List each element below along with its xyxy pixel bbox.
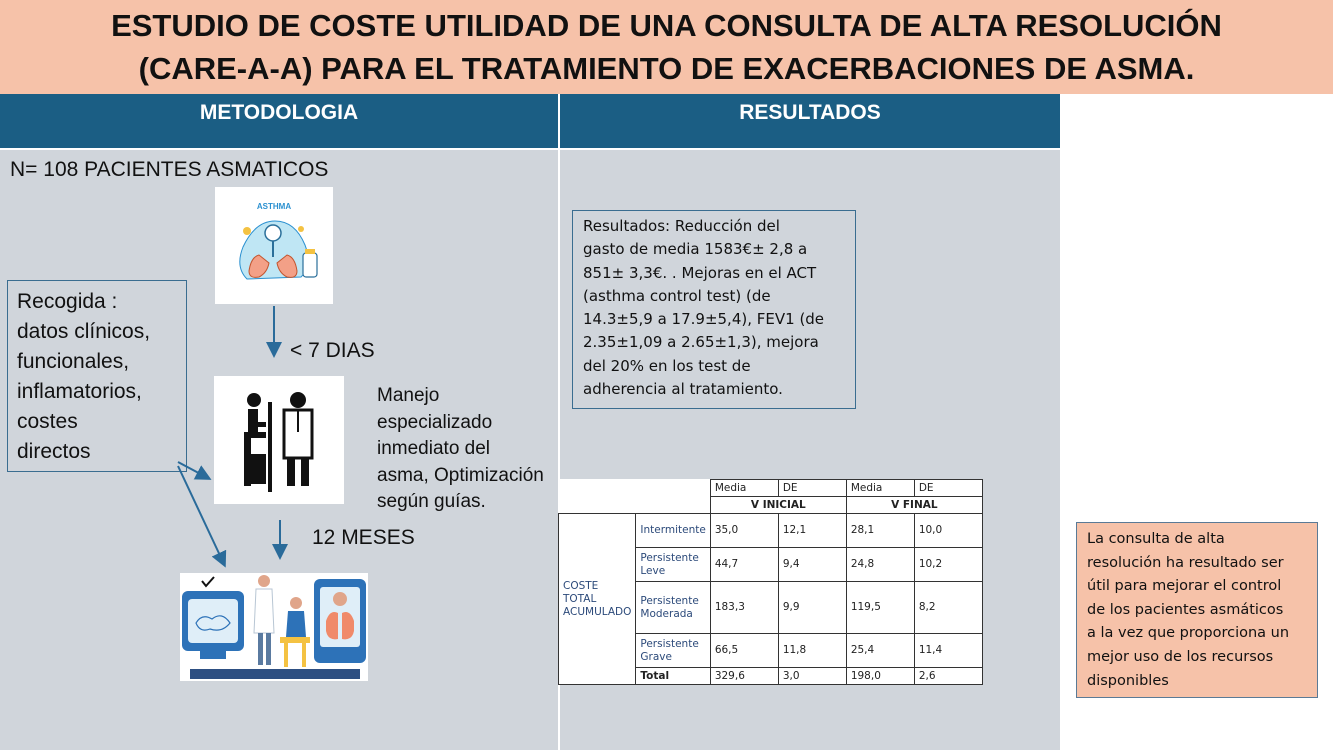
- period-final: V FINAL: [846, 497, 982, 514]
- conclusion-line: resolución ha resultado ser: [1087, 554, 1284, 571]
- management-line: asma, Optimización: [377, 464, 544, 486]
- col-header-media-final: Media: [846, 480, 914, 497]
- management-line: inmediato del: [377, 438, 491, 459]
- table-cell: 9,9: [778, 582, 846, 634]
- table-cell: 198,0: [846, 668, 914, 685]
- interval-days-label: < 7 DIAS: [290, 339, 375, 362]
- results-header: RESULTADOS: [560, 94, 1060, 148]
- collection-line: funcionales,: [17, 350, 130, 373]
- table-cell: 44,7: [710, 548, 778, 582]
- conclusion-line: mejor uso de los recursos: [1087, 648, 1274, 665]
- row-label: Persistente Moderada: [636, 582, 710, 634]
- results-line: (asthma control test) (de: [583, 286, 771, 305]
- row-label: Persistente Leve: [636, 548, 710, 582]
- table-cell: 2,6: [914, 668, 982, 685]
- cost-table: [558, 479, 983, 685]
- col-header-de-initial: DE: [778, 480, 846, 497]
- table-cell: 25,4: [846, 634, 914, 668]
- interval-months-label: 12 MESES: [312, 526, 415, 549]
- header-separator: [0, 148, 1060, 150]
- table-row: [559, 514, 983, 548]
- table-cell: 10,2: [914, 548, 982, 582]
- row-label: Total: [636, 668, 710, 685]
- clinic-illustration: [180, 573, 368, 681]
- table-period-row: [559, 497, 983, 514]
- results-line: gasto de media 1583€± 2,8 a: [583, 240, 808, 259]
- row-label: Persistente Grave: [636, 634, 710, 668]
- collection-line: inflamatorios,: [17, 380, 142, 403]
- management-line: Manejo: [377, 385, 440, 406]
- collection-line: costes: [17, 410, 78, 433]
- collection-line: Recogida :: [17, 290, 118, 313]
- results-line: del 20% en los test de: [583, 356, 751, 375]
- conclusion-line: a la vez que proporciona un: [1087, 625, 1290, 642]
- col-header-de-final: DE: [914, 480, 982, 497]
- patients-count-label: N= 108 PACIENTES ASMATICOS: [10, 158, 329, 181]
- management-line: especializado: [377, 411, 493, 433]
- doctor-patient-icon: [214, 376, 344, 504]
- table-cell: 66,5: [710, 634, 778, 668]
- table-cell: 329,6: [710, 668, 778, 685]
- row-label: Intermitente: [636, 514, 710, 548]
- table-cell: 9,4: [778, 548, 846, 582]
- asthma-illustration: [215, 187, 333, 304]
- table-cell: 35,0: [710, 514, 778, 548]
- poster-title-line-1: ESTUDIO DE COSTE UTILIDAD DE UNA CONSULTA DE ALTA RESOLUCIÓN: [111, 8, 1222, 43]
- conclusion-line: La consulta de alta: [1087, 531, 1225, 547]
- conclusion-line: útil para mejorar el control: [1087, 578, 1282, 595]
- conclusion-box: [1076, 522, 1318, 698]
- conclusion-line: disponibles: [1087, 672, 1169, 689]
- results-line: 2.35±1,09 a 2.65±1,3), mejora: [583, 333, 819, 352]
- table-cell: 11,8: [778, 634, 846, 668]
- results-line: 851± 3,3€. . Mejoras en el ACT: [583, 263, 817, 282]
- table-cell: 10,0: [914, 514, 982, 548]
- table-cell: 8,2: [914, 582, 982, 634]
- table-header-row: [559, 480, 983, 497]
- table-cell: 3,0: [778, 668, 846, 685]
- table-cell: 119,5: [846, 582, 914, 634]
- table-cell: 11,4: [914, 634, 982, 668]
- results-line: adherencia al tratamiento.: [583, 380, 783, 399]
- col-header-media-initial: Media: [710, 480, 778, 497]
- results-summary-box: [572, 210, 856, 409]
- conclusion-line: de los pacientes asmáticos: [1087, 601, 1284, 618]
- period-initial: V INICIAL: [710, 497, 846, 514]
- table-cell: 24,8: [846, 548, 914, 582]
- results-line: 14.3±5,9 a 17.9±5,4), FEV1 (de: [583, 310, 825, 329]
- management-description: [377, 383, 577, 516]
- management-line: según guías.: [377, 491, 486, 512]
- collection-line: directos: [17, 440, 91, 463]
- table-cell: 183,3: [710, 582, 778, 634]
- poster-title-line-2: (CARE-A-A) PARA EL TRATAMIENTO DE EXACERBACIONES DE ASMA.: [138, 51, 1195, 86]
- table-cell: 12,1: [778, 514, 846, 548]
- group-label: COSTE TOTAL ACUMULADO: [559, 514, 636, 685]
- collection-line: datos clínicos,: [17, 320, 151, 343]
- asthma-image-caption: ASTHMA: [256, 202, 292, 211]
- results-line: Resultados: Reducción del: [583, 217, 780, 235]
- table-cell: 28,1: [846, 514, 914, 548]
- data-collection-box: [7, 280, 187, 472]
- methodology-header: METODOLOGIA: [0, 94, 558, 148]
